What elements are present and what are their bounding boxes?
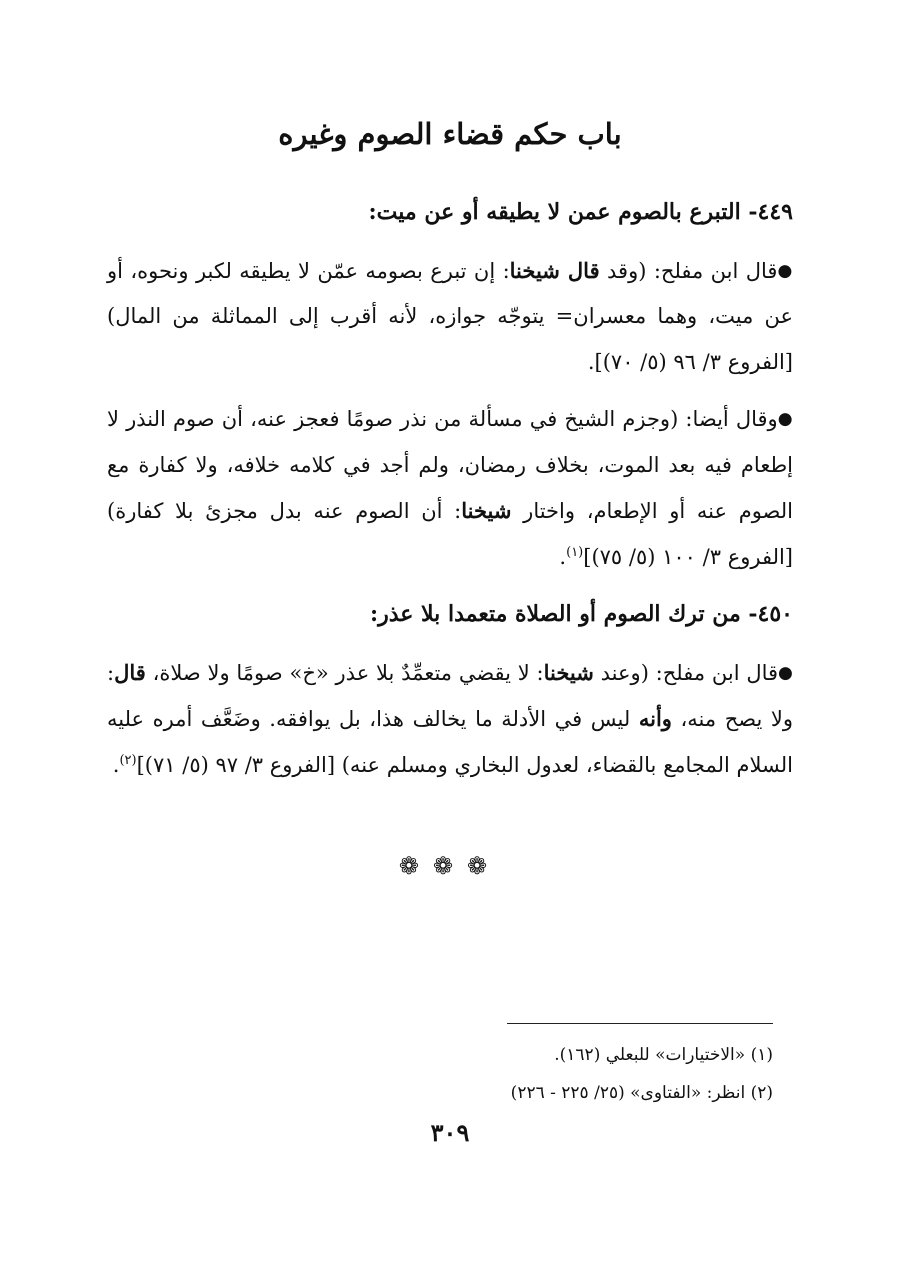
footnote-1: (١) «الاختيارات» للبعلي (١٦٢).: [554, 1045, 773, 1065]
emphasized-text: شيخنا: [461, 498, 512, 523]
bullet-icon: ●: [778, 662, 793, 683]
ornament-divider-icon: ❁❁❁: [398, 852, 502, 880]
paragraph-text: .: [559, 544, 567, 569]
emphasized-text: وأنه: [638, 706, 672, 731]
paragraph-text: : ولا يصح منه،: [107, 660, 793, 731]
footnote-2: (٢) انظر: «الفتاوى» (٢٥/ ٢٢٥ - ٢٢٦): [510, 1083, 773, 1103]
paragraph-text: .: [112, 752, 120, 777]
emphasized-text: شيخنا: [543, 659, 594, 685]
section-450-paragraph-1: [107, 650, 793, 789]
paragraph-text: قال ابن مفلح: (وقد: [599, 258, 778, 283]
bullet-icon: ●: [777, 260, 794, 281]
paragraph-text: : لا يقضي متعمِّدٌ بلا عذر «خ» صومًا ولا صلاة،: [145, 660, 544, 685]
paragraph-text: قال ابن مفلح: (وعند: [593, 660, 779, 685]
section-449-heading: ٤٤٩- التبرع بالصوم عمن لا يطيقه أو عن ميت:: [368, 199, 793, 225]
paragraph-text: وقال أيضا: (وجزم الشيخ في مسألة من نذر صومًا فعجز عنه، أن صوم النذر لا إطعام فيه بعد الموت، بخلاف رمضان، ولم أجد في كلامه خلافه، ولا كفارة مع الصوم عنه أو الإطعام، واختار: [107, 407, 793, 523]
footnote-ref-2[interactable]: (٢): [119, 752, 137, 768]
footnotes: [120, 1036, 773, 1112]
section-450-heading: ٤٥٠- من ترك الصوم أو الصلاة متعمدا بلا عذر:: [369, 601, 793, 627]
page-number: ٣٠٩: [430, 1118, 470, 1147]
paragraph-text: : إن تبرع بصومه عمّن لا يطيقه لكبر ونحوه، أو عن ميت، وهما معسران= يتوجّه جوازه، لأنه أقرب إلى المماثلة من المال) [الفروع ٣/ ٩٦ (٥/ ٧٠)].: [107, 258, 794, 374]
footnote-ref-1[interactable]: (١): [566, 544, 584, 560]
emphasized-text: قال شيخنا: [509, 257, 600, 283]
page-content: [107, 190, 793, 800]
chapter-title: باب حكم قضاء الصوم وغيره: [278, 117, 622, 151]
bullet-icon: ●: [777, 409, 794, 429]
footnote-rule: [507, 1023, 773, 1024]
paragraph-text: ليس في الأدلة ما يخالف هذا، بل يوافقه. وضَعَّف أمره عليه السلام المجامع بالقضاء، لعدول البخاري ومسلم عنه) [الفروع ٣/ ٩٧ (٥/ ٧١)]: [107, 707, 793, 777]
section-449-paragraph-2: [107, 397, 793, 580]
paragraph-text: : أن الصوم عنه بدل مجزئ بلا كفارة) [الفروع ٣/ ١٠٠ (٥/ ٧٥)]: [107, 499, 793, 569]
emphasized-text: قال: [114, 659, 146, 685]
section-449-paragraph-1: [107, 248, 793, 386]
